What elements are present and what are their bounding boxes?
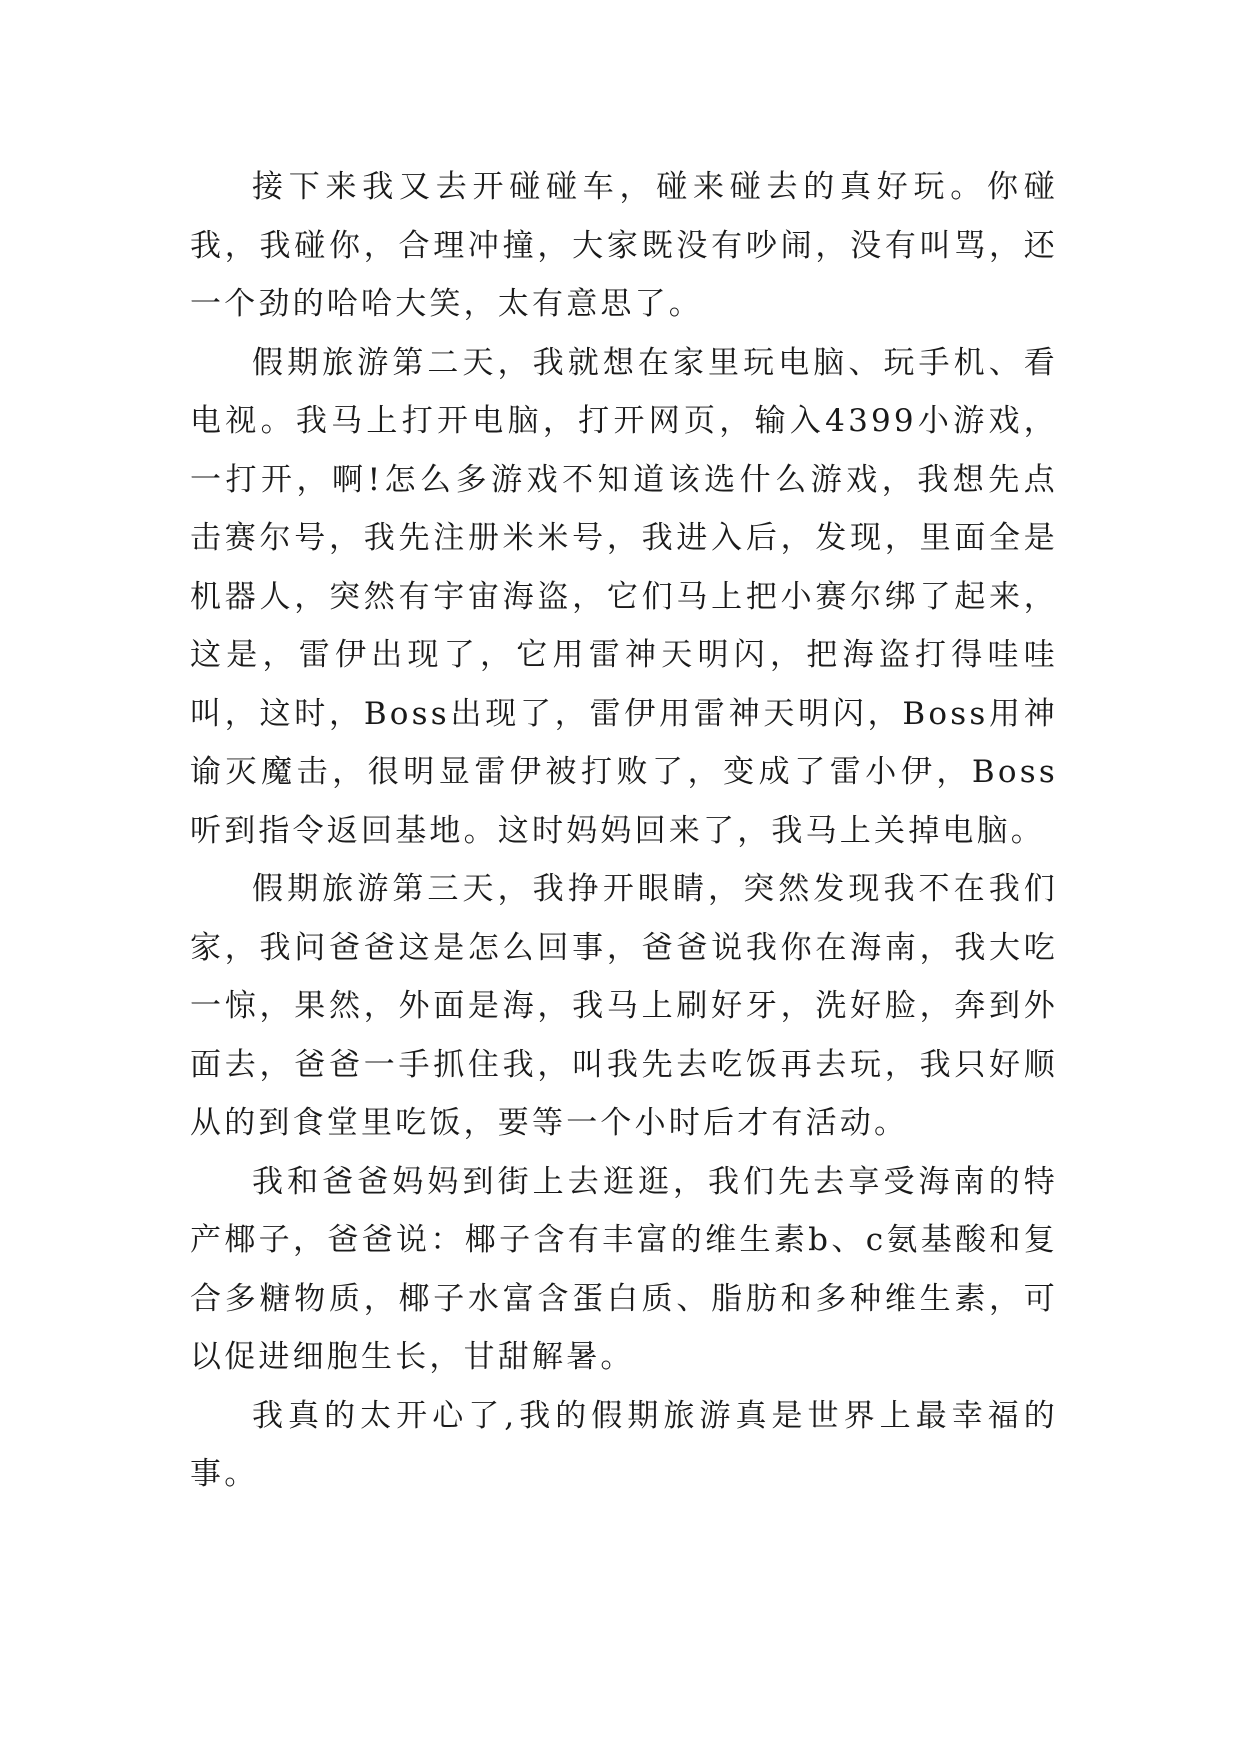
paragraph-coconut: 我和爸爸妈妈到街上去逛逛，我们先去享受海南的特产椰子，爸爸说：椰子含有丰富的维生素b、c氨基酸和复合多糖物质，椰子水富含蛋白质、脂肪和多种维生素，可以促进细胞生长，甘甜解暑。 xyxy=(190,1163,1058,1375)
document-body xyxy=(190,158,1058,1504)
paragraph-conclusion: 我真的太开心了,我的假期旅游真是世界上最幸福的事。 xyxy=(190,1397,1058,1492)
paragraph-day-two: 假期旅游第二天，我就想在家里玩电脑、玩手机、看电视。我马上打开电脑，打开网页，输入4399小游戏，一打开，啊!怎么多游戏不知道该选什么游戏，我想先点击赛尔号，我先注册米米号，我进入后，发现，里面全是机器人，突然有宇宙海盗，它们马上把小赛尔绑了起来，这是，雷伊出现了，它用雷神天明闪，把海盗打得哇哇叫，这时，Boss出现了，雷伊用雷神天明闪，Boss用神谕灭魔击，很明显雷伊被打败了，变成了雷小伊，Boss听到指令返回基地。这时妈妈回来了，我马上关掉电脑。 xyxy=(190,344,1058,849)
paragraph-day-three: 假期旅游第三天，我挣开眼睛，突然发现我不在我们家，我问爸爸这是怎么回事，爸爸说我你在海南，我大吃一惊，果然，外面是海，我马上刷好牙，洗好脸，奔到外面去，爸爸一手抓住我，叫我先去吃饭再去玩，我只好顺从的到食堂里吃饭，要等一个小时后才有活动。 xyxy=(190,871,1058,1141)
paragraph-bumper-cars: 接下来我又去开碰碰车，碰来碰去的真好玩。你碰我，我碰你，合理冲撞，大家既没有吵闹，没有叫骂，还一个劲的哈哈大笑，太有意思了。 xyxy=(190,169,1058,322)
